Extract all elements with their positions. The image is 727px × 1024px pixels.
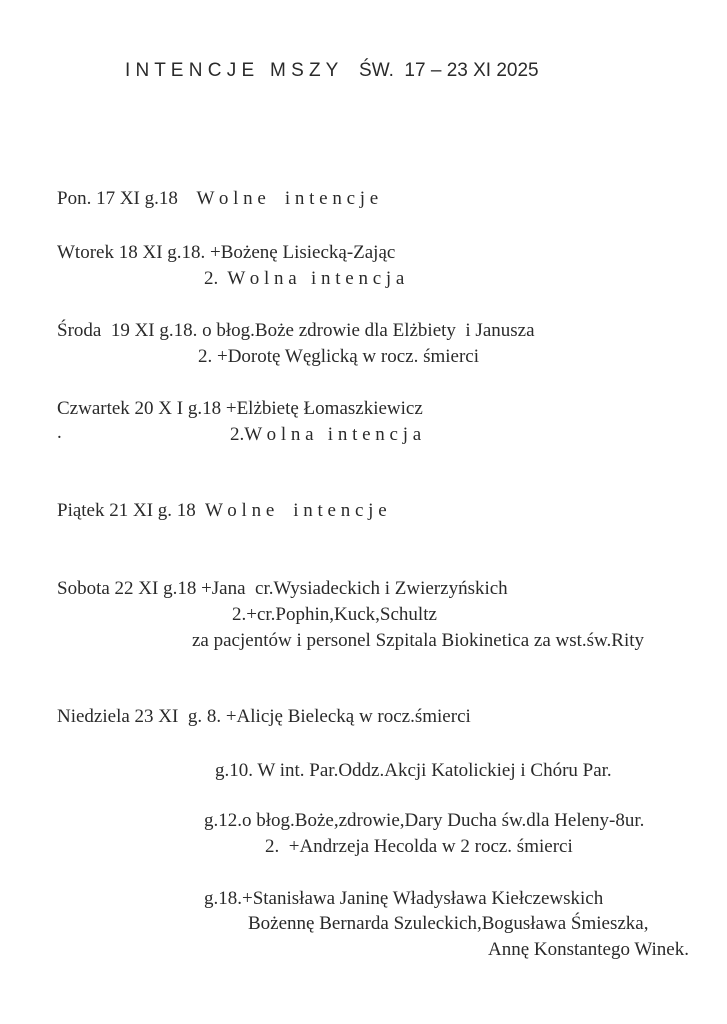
intention-line-sunday-10: g.10. W int. Par.Oddz.Akcji Katolickiej i Chóru Par. xyxy=(215,760,612,781)
intention-line-sunday-12-2: 2. +Andrzeja Hecolda w 2 rocz. śmierci xyxy=(265,836,573,857)
intention-line-wednesday-2: 2. +Dorotę Węglicką w rocz. śmierci xyxy=(198,346,480,367)
intention-line-sunday-18-2: Bożennę Bernarda Szuleckich,Bogusława Śmieszka, xyxy=(248,913,649,934)
intention-line-sunday-18-3: Annę Konstantego Winek. xyxy=(488,939,689,960)
intention-line-tuesday-2: 2. W o l n a i n t e n c j a xyxy=(204,268,405,289)
intention-line-dot: . xyxy=(57,422,62,443)
intention-line-saturday-3: za pacjentów i personel Szpitala Biokinetica za wst.św.Rity xyxy=(192,630,645,651)
intention-line-thursday: Czwartek 20 X I g.18 +Elżbietę Łomaszkiewicz xyxy=(57,398,423,419)
intention-line-sunday-18: g.18.+Stanisława Janinę Władysława Kiełczewskich xyxy=(204,888,604,909)
intention-line-wednesday: Środa 19 XI g.18. o błog.Boże zdrowie dla Elżbiety i Janusza xyxy=(57,320,535,341)
intention-line-saturday-2: 2.+cr.Pophin,Kuck,Schultz xyxy=(232,604,437,625)
intention-line-friday: Piątek 21 XI g. 18 W o l n e i n t e n c j e xyxy=(57,500,387,521)
intention-line-sunday: Niedziela 23 XI g. 8. +Alicję Bielecką w rocz.śmierci xyxy=(57,706,471,727)
intention-line-sunday-12: g.12.o błog.Boże,zdrowie,Dary Ducha św.dla Heleny-8ur. xyxy=(204,810,645,831)
document-title: I N T E N C J E M S Z Y ŚW. 17 – 23 XI 2025 xyxy=(125,60,539,81)
intention-line-monday: Pon. 17 XI g.18 W o l n e i n t e n c j e xyxy=(57,188,379,209)
intention-line-tuesday: Wtorek 18 XI g.18. +Bożenę Lisiecką-Zając xyxy=(57,242,396,263)
intention-line-saturday: Sobota 22 XI g.18 +Jana cr.Wysiadeckich i Zwierzyńskich xyxy=(57,578,508,599)
intention-line-thursday-2: 2.W o l n a i n t e n c j a xyxy=(230,424,422,445)
